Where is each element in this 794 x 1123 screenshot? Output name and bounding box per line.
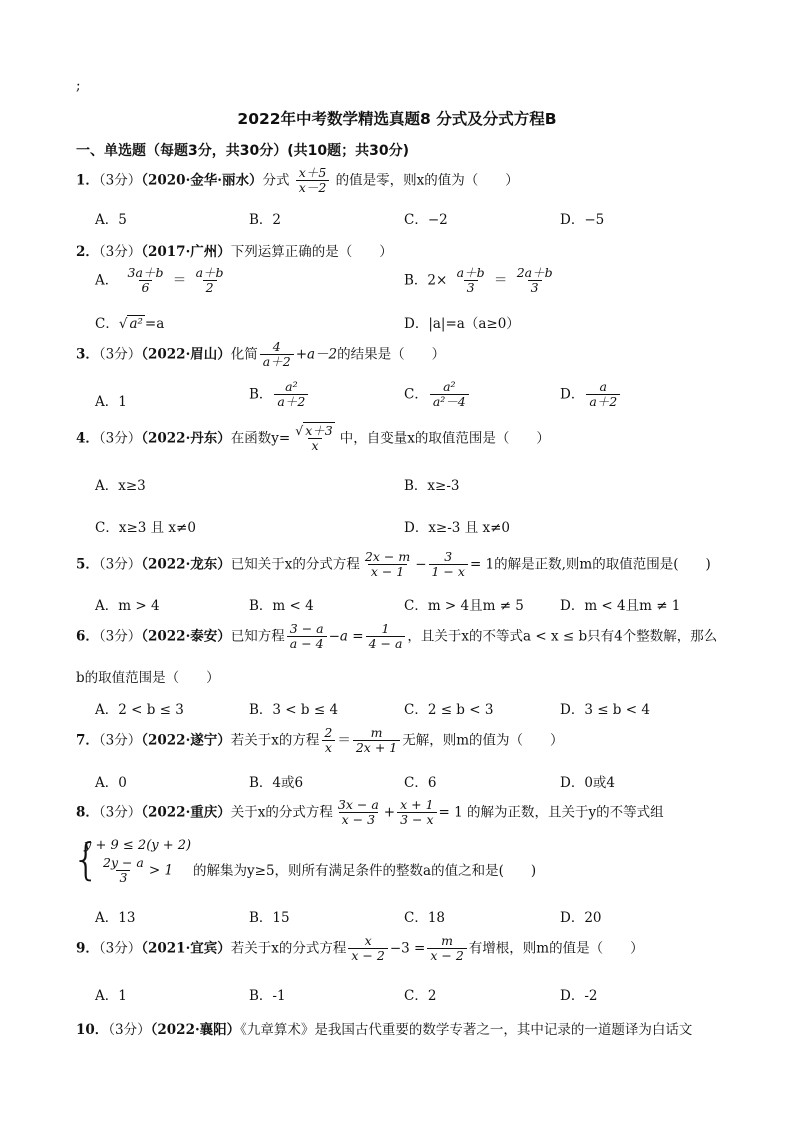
numerator: 4: [272, 339, 281, 354]
denominator: x－2: [296, 180, 330, 195]
question-4: [76, 424, 550, 454]
question-text: 下列运算正确的是（ ）: [230, 244, 393, 260]
denominator: 4 − a: [366, 636, 406, 651]
fraction: [296, 166, 330, 196]
option-d[interactable]: [560, 380, 622, 410]
fraction: [397, 798, 436, 828]
question-score: （3分）: [98, 430, 142, 447]
numerator: 3: [444, 549, 453, 564]
question-text: 有增根，则m的值是（ ）: [468, 940, 644, 957]
option-b[interactable]: B．2: [249, 212, 282, 228]
numerator: x＋5: [298, 165, 327, 180]
option-d[interactable]: D．|a|=a（a≥0）: [404, 316, 520, 332]
section-heading: 一、单选题（每题3分，共30分）(共10题；共30分): [76, 143, 409, 159]
option-a[interactable]: A．1: [95, 988, 127, 1004]
fraction: [100, 856, 147, 886]
numerator: 3 − a: [289, 621, 324, 636]
option-d[interactable]: D．m < 4且m ≠ 1: [560, 598, 681, 614]
fraction: [274, 380, 308, 410]
option-b[interactable]: [249, 380, 310, 410]
question-text: 在函数y=: [230, 430, 291, 447]
question-text: 的结果是（ ）: [337, 346, 446, 363]
expression: +a－2: [295, 346, 338, 363]
question-source: （2022·丹东）: [141, 430, 231, 447]
denominator: x − 3: [339, 812, 378, 827]
denominator: 3: [528, 280, 542, 295]
denominator: x − 1: [368, 564, 407, 579]
fraction: [287, 622, 327, 652]
radical-sign: √: [118, 316, 128, 332]
question-9: [76, 934, 644, 964]
question-5: [76, 550, 711, 580]
question-text: = 1 的解为正数，且关于y的不等式组: [438, 804, 664, 821]
question-score: （3分）: [98, 556, 142, 573]
question-text: 关于x的分式方程: [230, 804, 333, 821]
numerator: a²: [443, 379, 456, 394]
option-c[interactable]: C．x≥3 且 x≠0: [95, 520, 196, 536]
fraction: [427, 934, 466, 964]
option-c[interactable]: [95, 312, 164, 332]
option-a[interactable]: A．2 < b ≤ 3: [95, 702, 184, 718]
option-b[interactable]: B．3 < b ≤ 4: [249, 702, 339, 718]
question-2: [76, 240, 393, 260]
numerator: x: [364, 933, 372, 948]
equals-sign: ＝: [172, 272, 187, 289]
option-b[interactable]: B．m < 4: [249, 598, 314, 614]
question-number: 4．: [76, 430, 99, 447]
denominator: 3: [464, 280, 478, 295]
denominator: a＋2: [260, 354, 294, 369]
option-a[interactable]: A．m > 4: [95, 598, 160, 614]
fraction: [125, 266, 167, 296]
option-a[interactable]: A．5: [95, 212, 127, 228]
question-number: 7．: [76, 732, 99, 749]
numerator: m: [370, 725, 383, 740]
stray-semicolon: ;: [76, 78, 81, 94]
option-d[interactable]: D．3 ≤ b < 4: [560, 702, 650, 718]
equals-sign: ＝: [337, 732, 351, 749]
equals-sign: ＝: [493, 272, 508, 289]
fraction: [586, 380, 620, 410]
question-number: 9．: [76, 940, 99, 957]
option-c[interactable]: C．−2: [404, 212, 448, 228]
denominator: 3 − x: [397, 812, 436, 827]
question-text: 若关于x的分式方程: [230, 940, 347, 957]
fraction: [335, 798, 382, 828]
question-score: （3分）: [98, 244, 142, 260]
option-a[interactable]: A．x≥3: [95, 478, 146, 494]
numerator: a＋b: [456, 265, 485, 280]
option-b[interactable]: B．x≥-3: [404, 478, 460, 494]
fraction: [362, 550, 413, 580]
option-d[interactable]: D．-2: [560, 988, 598, 1004]
option-d[interactable]: D．20: [560, 910, 602, 926]
numerator: x + 1: [400, 797, 434, 812]
question-number: 2．: [76, 244, 99, 260]
option-label: A．: [95, 272, 119, 289]
question-text: = 1的解是正数,则m的取值范围是( ): [469, 556, 711, 573]
question-text: 已知关于x的分式方程: [230, 556, 360, 573]
numerator: 2x − m: [364, 549, 411, 564]
fraction: [260, 340, 294, 370]
radicand: a²: [129, 316, 143, 332]
fraction: [430, 380, 469, 410]
question-score: （3分）: [98, 628, 142, 645]
option-d[interactable]: D．−5: [560, 212, 605, 228]
question-8: [76, 798, 664, 828]
question-text: ，且关于x的不等式a < x ≤ b只有4个整数解，那么: [407, 628, 718, 645]
question-source: （2017·广州）: [141, 244, 231, 260]
option-label: C．: [404, 386, 428, 403]
question-number: 6．: [76, 628, 99, 645]
option-c[interactable]: C．18: [404, 910, 446, 926]
question-6: [76, 622, 717, 652]
option-label: B．2×: [404, 272, 448, 289]
denominator: 6: [139, 280, 153, 295]
question-source: （2022·遂宁）: [141, 732, 231, 749]
fraction: [353, 726, 400, 756]
question-text: 无解，则m的值为（ ）: [402, 732, 564, 749]
question-text: 中，自变量x的取值范围是（ ）: [339, 430, 550, 447]
denominator: x − 2: [427, 948, 466, 963]
denominator: 2: [203, 280, 217, 295]
question-number: 8．: [76, 804, 99, 821]
question-text: 若关于x的方程: [230, 732, 320, 749]
question-source: （2020·金华·丽水）: [141, 172, 263, 189]
denominator: 3: [116, 870, 130, 885]
option-a[interactable]: [95, 266, 229, 296]
question-10: [76, 1018, 692, 1038]
question-number: 1．: [76, 172, 99, 189]
expression: −3 =: [389, 940, 426, 957]
option-c[interactable]: C．2: [404, 988, 437, 1004]
radicand: x＋3: [305, 423, 333, 438]
option-label: B．: [249, 386, 273, 403]
denominator: a²－4: [430, 394, 469, 409]
numerator: 2: [324, 725, 333, 740]
left-brace-icon: {: [72, 834, 100, 885]
option-b[interactable]: B．-1: [249, 988, 286, 1004]
question-score: （3分）: [98, 804, 142, 821]
option-text: =a: [144, 316, 165, 332]
option-b[interactable]: B．15: [249, 910, 290, 926]
fraction: [348, 934, 387, 964]
option-label: D．: [560, 386, 585, 403]
radical-sign: √: [295, 423, 304, 438]
numerator: a²: [285, 379, 298, 394]
fraction: [193, 266, 227, 296]
numerator: a＋b: [195, 265, 224, 280]
question-score: （3分）: [98, 346, 142, 363]
fraction: [366, 622, 406, 652]
fraction: [454, 266, 488, 296]
question-text: 《九章算术》是我国古代重要的数学专著之一，其中记录的一道题译为白话文: [240, 1022, 693, 1038]
numerator: 2y − a: [103, 855, 144, 870]
expression: −a =: [328, 628, 364, 645]
numerator: 3a＋b: [127, 265, 164, 280]
inequality-rhs: > 1: [148, 862, 174, 879]
question-number: 5．: [76, 556, 99, 573]
option-label: C．: [95, 316, 119, 332]
numerator: a: [599, 379, 607, 394]
question-source: （2022·泰安）: [141, 628, 231, 645]
denominator: 2x + 1: [353, 740, 400, 755]
question-score: （3分）: [98, 172, 142, 189]
denominator: x: [308, 438, 321, 453]
option-c[interactable]: C．6: [404, 775, 437, 791]
option-d[interactable]: D．x≥-3 且 x≠0: [404, 520, 510, 536]
question-text: 已知方程: [230, 628, 285, 645]
minus-sign: −: [415, 556, 427, 573]
option-c[interactable]: C．m > 4且m ≠ 5: [404, 598, 524, 614]
fraction: [429, 550, 468, 580]
denominator: a − 4: [287, 636, 327, 651]
question-source: （2022·重庆）: [141, 804, 231, 821]
denominator: a＋2: [274, 394, 308, 409]
inequality-1: y + 9 ≤ 2(y + 2): [84, 838, 192, 853]
option-c[interactable]: C．2 ≤ b < 3: [404, 702, 494, 718]
question-source: （2022·襄阳）: [150, 1022, 241, 1038]
fraction: [292, 424, 337, 454]
numerator: 3x − a: [337, 797, 379, 812]
question-1: [76, 166, 519, 196]
question-source: （2021·宜宾）: [141, 940, 231, 957]
question-6-continued: b的取值范围是（ ）: [76, 670, 220, 686]
denominator: a＋2: [586, 394, 620, 409]
numerator: 2a＋b: [516, 265, 553, 280]
question-text: 分式: [262, 172, 290, 189]
option-b[interactable]: [404, 266, 558, 296]
denominator: x − 2: [348, 948, 387, 963]
question-score: （3分）: [108, 1022, 151, 1038]
option-a[interactable]: A．0: [95, 775, 127, 791]
question-source: （2022·眉山）: [141, 346, 231, 363]
question-number: 10．: [76, 1022, 109, 1038]
question-score: （3分）: [98, 940, 142, 957]
numerator: 1: [381, 621, 390, 636]
question-text: 的值是零，则x的值为（ ）: [335, 172, 519, 189]
denominator: x: [322, 740, 335, 755]
option-c[interactable]: [404, 380, 471, 410]
fraction: [514, 266, 556, 296]
denominator: 1 − x: [429, 564, 468, 579]
question-score: （3分）: [98, 732, 142, 749]
plus-sign: +: [383, 804, 396, 821]
inequality-2: [98, 856, 173, 886]
option-a[interactable]: A．13: [95, 910, 136, 926]
numerator: m: [441, 933, 453, 948]
question-7: [76, 726, 564, 756]
fraction: [321, 726, 335, 756]
option-d[interactable]: D．0或4: [560, 775, 616, 791]
question-number: 3．: [76, 346, 99, 363]
question-8-continued: 的解集为y≥5，则所有满足条件的整数a的值之和是( ): [193, 863, 537, 879]
option-b[interactable]: B．4或6: [249, 775, 304, 791]
question-source: （2022·龙东）: [141, 556, 231, 573]
page-title: 2022年中考数学精选真题8 分式及分式方程B: [237, 110, 557, 128]
question-3: [76, 340, 445, 370]
option-a[interactable]: A．1: [95, 394, 127, 410]
question-text: 化简: [230, 346, 258, 363]
numerator: [292, 424, 337, 438]
